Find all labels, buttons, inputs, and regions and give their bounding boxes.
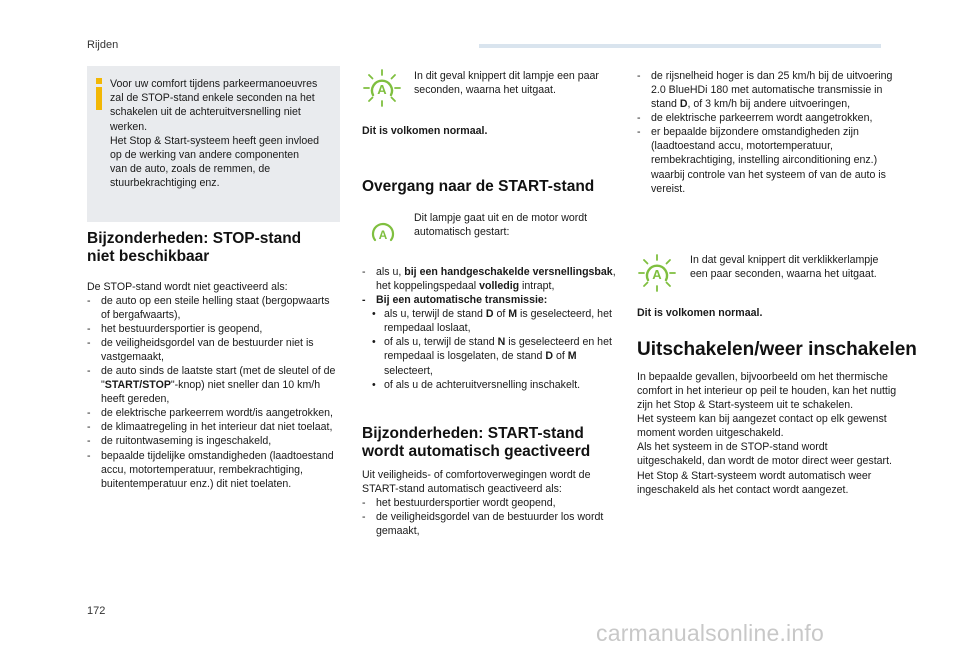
info-line: van de auto, zoals de remmen, de <box>110 163 271 176</box>
list-item: - bepaalde tijdelijke omstandigheden (laadtoestand accu, motortemperatuur, rembekrachtiging, buitentemperatuur enz.) dit niet toelaten. <box>87 449 341 491</box>
list-item: - de ruitontwaseming is ingeschakeld, <box>87 434 341 448</box>
list-item: - het bestuurdersportier is geopend, <box>87 322 341 336</box>
list-item-text: is geselecteerd, het rempedaal loslaat, <box>384 308 612 335</box>
list-item: - het bestuurdersportier wordt geopend, <box>362 496 618 510</box>
list-item <box>362 335 618 377</box>
list-item-text: selecteert, <box>384 364 433 377</box>
middle-blink-text: In dit geval knippert dit lampje een paar seconden, waarna het uitgaat. <box>414 70 599 97</box>
watermark: carmanualsonline.info <box>596 620 824 646</box>
eco-lamp-icon <box>370 220 396 246</box>
start-stop-label: START/STOP <box>104 379 171 392</box>
list-item <box>87 364 341 406</box>
svg-text:A: A <box>378 228 388 242</box>
info-icon <box>94 78 104 110</box>
normal-note: Dit is volkomen normaal. <box>362 125 488 137</box>
gear-d: D <box>545 350 554 363</box>
list-item-text: of als u, terwijl de stand <box>384 336 498 349</box>
gear-m: M <box>508 308 518 321</box>
list-item-text: de rijsnelheid hoger is dan 25 km/h bij de uitvoering 2.0 BlueHDi 180 met automatische transmissie in stand <box>651 70 893 111</box>
disable-paragraph <box>637 370 897 497</box>
list-item-text: als u, terwijl de stand <box>384 308 486 321</box>
gear-m: M <box>567 350 577 363</box>
fully-label: volledig <box>479 280 520 293</box>
list-item: • of als u de achteruitversnelling inschakelt. <box>362 378 618 392</box>
info-line: Voor uw comfort tijdens parkeermanoeuvres <box>110 78 318 90</box>
header-rule <box>479 44 881 48</box>
blinking-eco-lamp-icon <box>362 68 402 108</box>
svg-text:A: A <box>377 82 387 97</box>
page-number: 172 <box>87 605 106 617</box>
list-item-text: is geselecteerd en het rempedaal is losgelaten, de stand <box>384 336 612 363</box>
heading-stop-unavailable: Bijzonderheden: STOP-stand niet beschikbaar <box>87 230 302 265</box>
info-line: Het Stop & Start-systeem heeft geen invloed <box>110 134 320 147</box>
info-line: schakelen uit de achteruitversnelling niet <box>110 106 301 119</box>
list-item <box>637 69 893 111</box>
list-item: - de auto op een steile helling staat (bergopwaarts of bergafwaarts), <box>87 294 341 322</box>
paragraph-line: Het Stop & Start-systeem wordt automatisch weer ingeschakeld als het contact wordt aangezet. <box>637 469 872 496</box>
gear-n: N <box>497 336 506 349</box>
blinking-eco-lamp-icon <box>637 253 677 293</box>
info-line: werken. <box>110 120 148 133</box>
left-column <box>87 230 341 491</box>
list-item: - de veiligheidsgordel van de bestuurder niet is vastgemaakt, <box>87 336 341 364</box>
right-list <box>637 69 893 196</box>
info-line: zal de STOP-stand enkele seconden na het <box>110 92 315 105</box>
heading-start-auto: Bijzonderheden: START-stand wordt automatisch geactiveerd <box>362 425 591 460</box>
auto-transmission-label: - Bij een automatische transmissie: <box>362 293 618 307</box>
list-item-text: "-knop) niet sneller dan 10 km/h heeft gereden, <box>101 379 321 406</box>
list-item: - de elektrische parkeerrem wordt aangetrokken, <box>637 111 893 125</box>
list-item: - de veiligheidsgordel van de bestuurder los wordt gemaakt, <box>362 510 618 538</box>
left-intro: De STOP-stand wordt niet geactiveerd als: <box>87 280 288 293</box>
normal-note: Dit is volkomen normaal. <box>637 307 763 319</box>
info-line: op de werking van andere componenten <box>110 148 300 161</box>
heading-disable-enable: Uitschakelen/weer inschakelen <box>637 339 917 360</box>
list-item <box>362 307 618 335</box>
info-line: stuurbekrachtiging enz. <box>110 177 220 190</box>
right-blink-text: In dat geval knippert dit verklikkerlampje een paar seconden, waarna het uitgaat. <box>690 254 879 281</box>
lamp-off-text: Dit lampje gaat uit en de motor wordt automatisch gestart: <box>414 212 588 239</box>
gear-d: D <box>679 98 688 111</box>
manual-gearbox-label: bij een handgeschakelde versnellingsbak <box>404 266 613 278</box>
paragraph-line: Als het systeem in de STOP-stand wordt uitgeschakeld, dan wordt de motor direct weer gestart. <box>637 441 892 468</box>
list-item <box>362 265 618 293</box>
list-item-text: intrapt, <box>519 280 555 293</box>
list-item: - de klimaatregeling in het interieur dat niet toelaat, <box>87 420 341 434</box>
list-item-text: , of 3 km/h bij andere uitvoeringen, <box>687 98 851 111</box>
list-item-text: of <box>493 308 509 321</box>
gear-d: D <box>485 308 494 321</box>
list-item-text: als u, <box>376 266 405 278</box>
paragraph-line: In bepaalde gevallen, bijvoorbeeld om het thermische comfort in het interieur op peil te houden, kan het nuttig zijn het Stop & Start-systeem uit te schakelen. <box>637 371 897 412</box>
list-item-text: de auto sinds de laatste start (met de sleutel of de " <box>101 365 336 392</box>
list-item-text: of <box>553 350 568 363</box>
middle-auto-section <box>362 468 618 538</box>
svg-text:A: A <box>652 267 662 282</box>
heading-start-transition: Overgang naar de START-stand <box>362 178 595 195</box>
info-box <box>87 66 340 222</box>
paragraph-line: Het systeem kan bij aangezet contact op elk gewenst moment worden uitgeschakeld. <box>637 413 887 440</box>
auto-intro: Uit veiligheids- of comfortoverwegingen wordt de START-stand automatisch geactiveerd als: <box>362 469 591 496</box>
list-item: - de elektrische parkeerrem wordt/is aangetrokken, <box>87 406 341 420</box>
list-item-text: , het koppelingspedaal <box>376 266 616 293</box>
list-item: - er bepaalde bijzondere omstandigheden zijn (laadtoestand accu, motortemperatuur, rembekrachtiging, instelling airconditioning enz.) waarbij controle van het systeem of van de auto is vereist. <box>637 125 893 195</box>
start-conditions <box>362 265 618 392</box>
section-title: Rijden <box>87 39 119 51</box>
